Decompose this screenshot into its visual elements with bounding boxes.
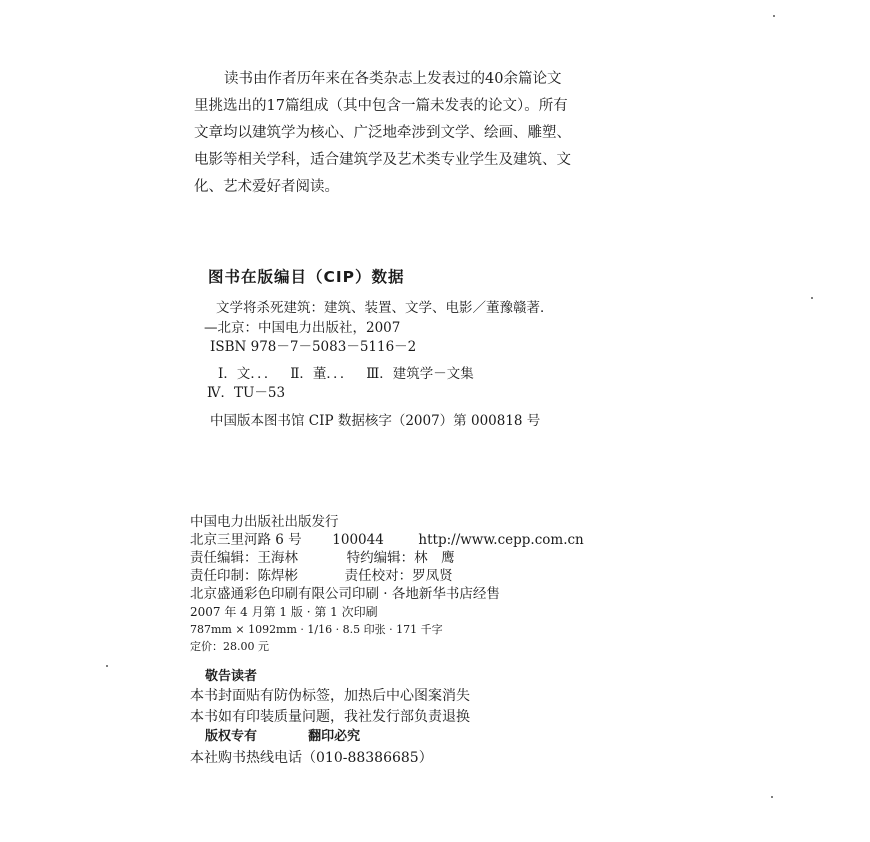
no-piracy-text: 翻印必究 (308, 729, 361, 744)
blurb-line: 里挑选出的17篇组成（其中包含一篇未发表的论文）。所有 (194, 98, 568, 114)
cip-record-number: 中国版本图书馆 CIP 数据核字（2007）第 000818 号 (210, 413, 541, 429)
proof-person: 罗凤贤 (412, 568, 453, 584)
scan-speck (771, 796, 773, 798)
cip-classification: Ⅳ．TU－53 (207, 385, 286, 401)
cip-subjects: Ⅰ．文．．． Ⅱ．董．．． Ⅲ．建筑学－文集 (218, 366, 474, 382)
printer-line: 北京盛通彩色印刷有限公司印刷 · 各地新华书店经售 (190, 586, 500, 602)
blurb-line: 读书由作者历年来在各类杂志上发表过的40余篇论文 (224, 71, 562, 87)
special-editor-name: 林 鹰 (414, 550, 455, 566)
print-line (190, 570, 453, 584)
proof-label: 责任校对： (344, 568, 413, 584)
cip-heading: 图书在版编目（CIP）数据 (208, 268, 405, 286)
special-editor-label: 特约编辑： (346, 550, 415, 566)
website-link: http://www.cepp.com.cn (418, 532, 584, 548)
notice-heading: 敬告读者 (205, 669, 258, 684)
editor-name: 王海林 (257, 550, 298, 566)
notice-line: 本书封面贴有防伪标签，加热后中心图案消失 (190, 688, 470, 704)
scan-speck (106, 665, 108, 667)
editor-line (190, 552, 455, 566)
cip-title-line: 文学将杀死建筑：建筑、装置、文学、电影／董豫赣著． (216, 300, 554, 316)
copyright-line (205, 730, 360, 743)
scan-speck (773, 15, 775, 17)
edition-line: 2007 年 4 月第 1 版 · 第 1 次印刷 (190, 605, 378, 619)
cip-isbn: ISBN 978－7－5083－5116－2 (210, 339, 417, 355)
book-blurb (194, 66, 644, 201)
price-line: 定价：28.00 元 (190, 640, 269, 653)
blurb-line: 电影等相关学科，适合建筑学及艺术类专业学生及建筑、文 (194, 152, 571, 168)
hotline-line: 本社购书热线电话（010-88386685） (190, 750, 433, 766)
blurb-line: 化、艺术爱好者阅读。 (194, 179, 339, 195)
publisher-line: 中国电力出版社出版发行 (190, 514, 339, 530)
print-label: 责任印制： (190, 568, 258, 584)
format-line: 787mm × 1092mm · 1/16 · 8.5 印张 · 171 千字 (190, 623, 443, 636)
notice-line: 本书如有印装质量问题，我社发行部负责退换 (190, 709, 470, 725)
editor-label: 责任编辑： (190, 550, 258, 566)
address-line (190, 534, 584, 548)
scan-speck (811, 297, 813, 299)
copyright-text: 版权专有 (205, 729, 258, 744)
postcode: 100044 (332, 532, 384, 548)
cip-publisher-line: —北京：中国电力出版社，2007 (204, 320, 401, 336)
blurb-line: 文章均以建筑学为核心、广泛地牵涉到文学、绘画、雕塑、 (194, 125, 571, 141)
address: 北京三里河路 6 号 (190, 532, 302, 548)
print-person: 陈焊彬 (257, 568, 298, 584)
